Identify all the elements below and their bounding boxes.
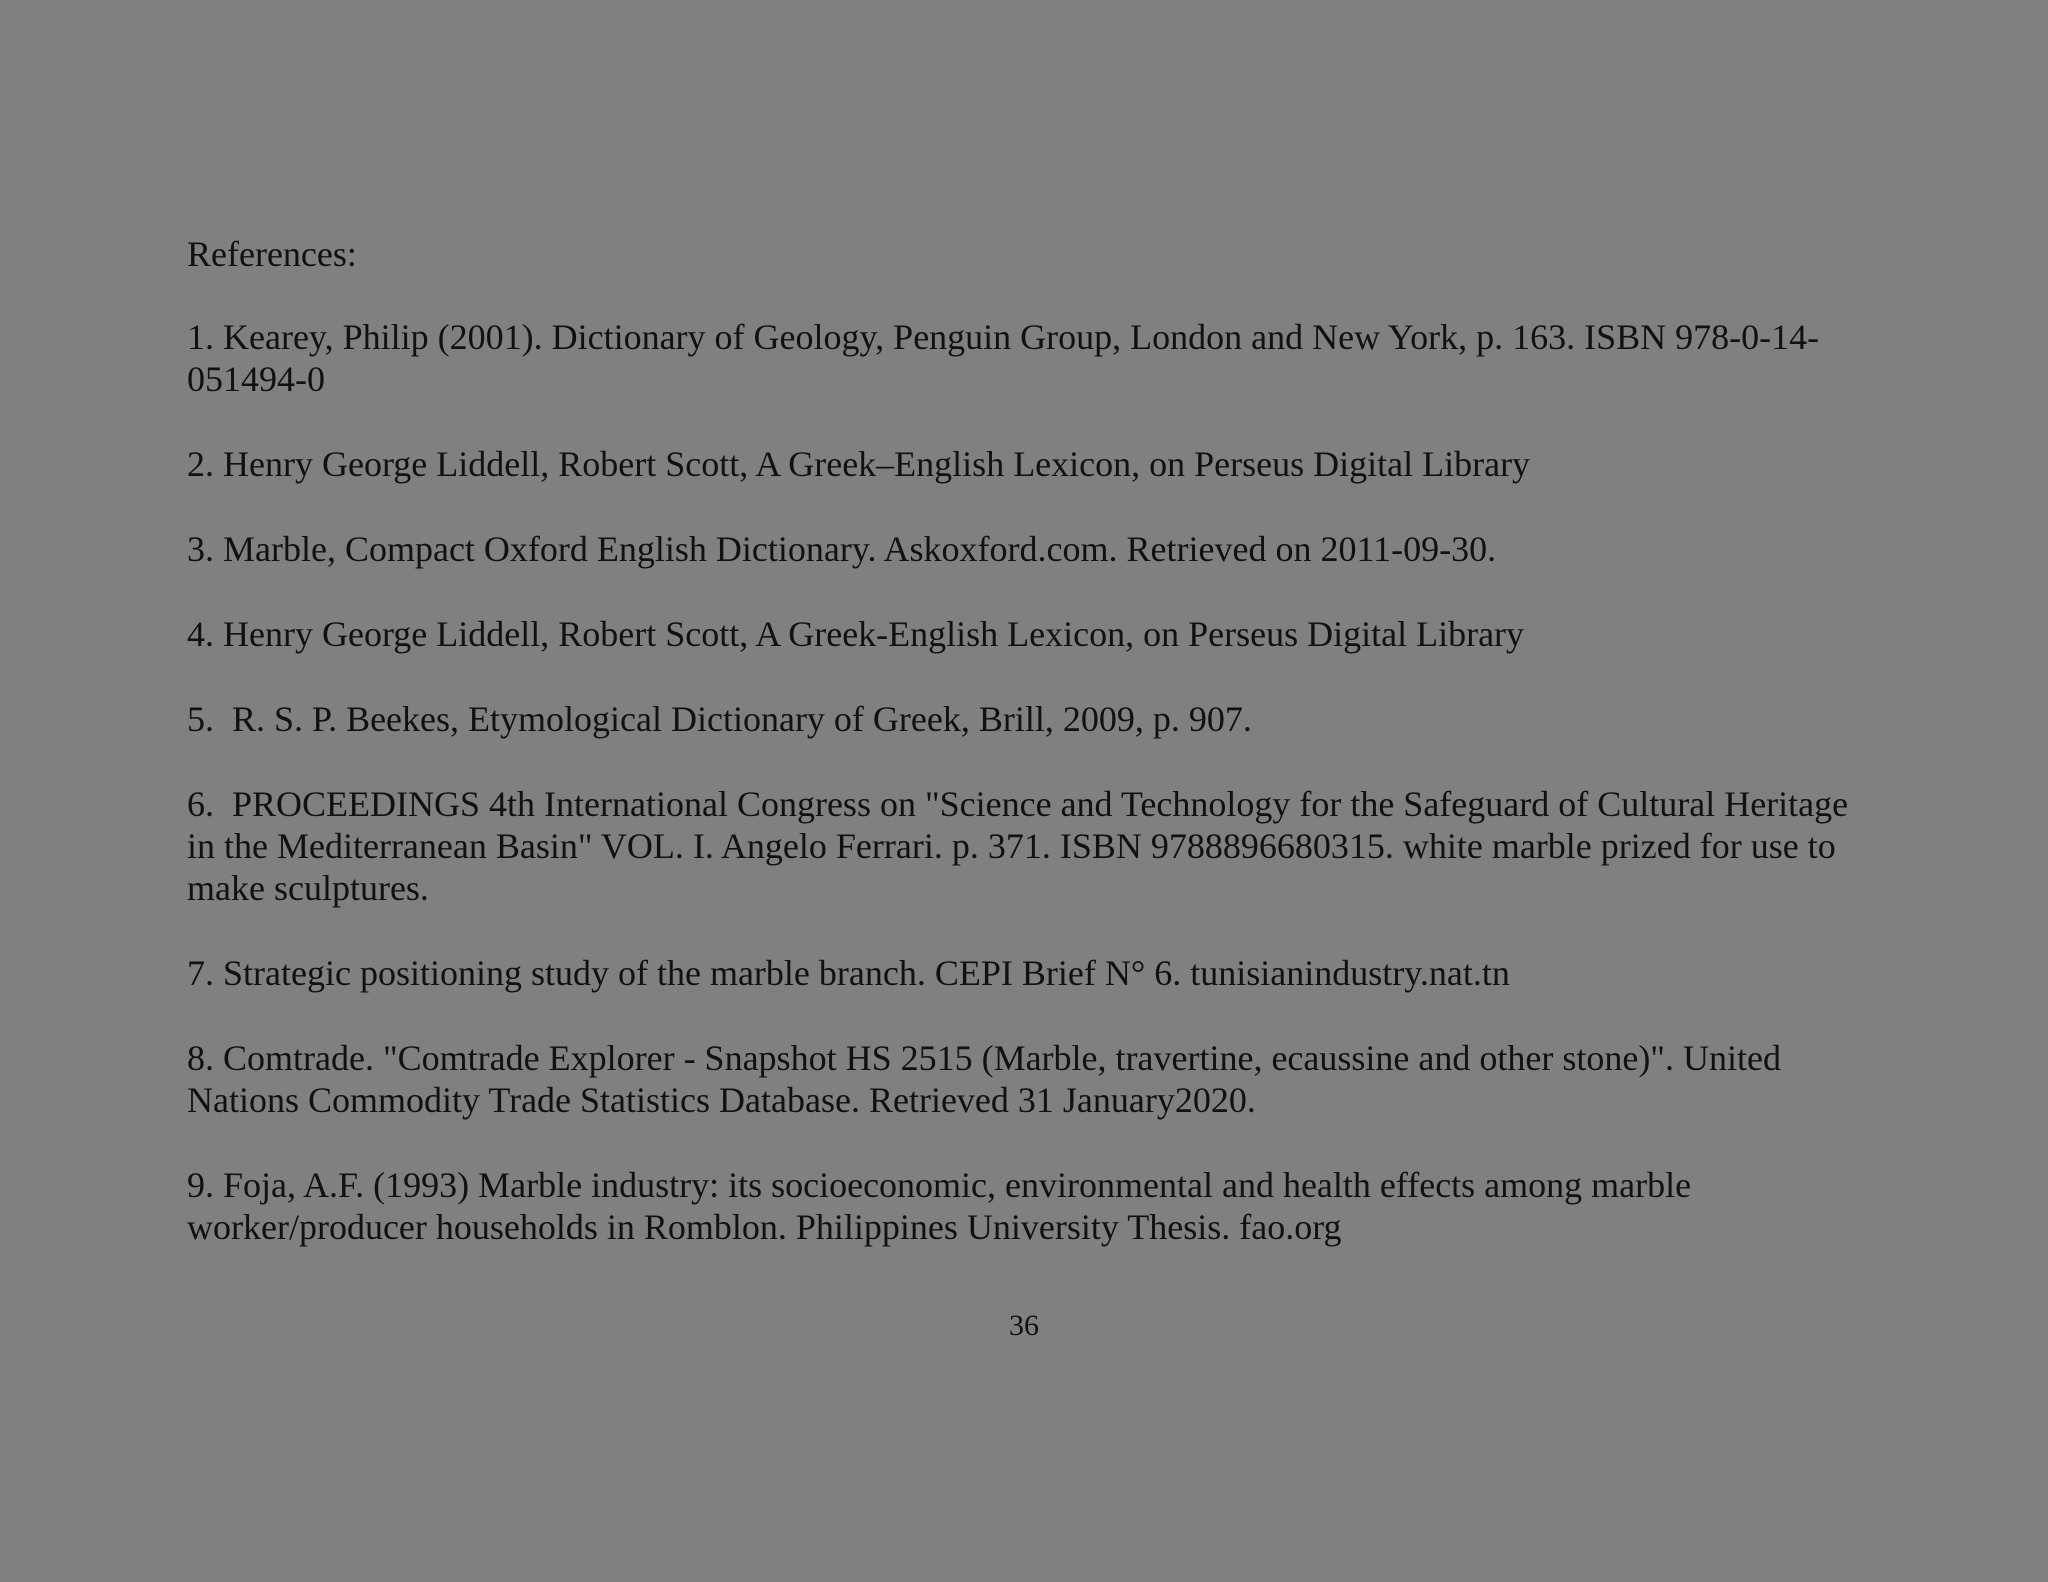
page-number: 36 — [1009, 1309, 1039, 1342]
references-section — [187, 232, 1867, 1291]
reference-item-5: 5. R. S. P. Beekes, Etymological Dictionary of Greek, Brill, 2009, p. 907. — [187, 699, 1252, 739]
reference-item-2: 2. Henry George Liddell, Robert Scott, A Greek–English Lexicon, on Perseus Digital Library — [187, 444, 1531, 484]
reference-item-6: 6. PROCEEDINGS 4th International Congress on "Science and Technology for the Safeguard of Cultural Heritage in the Mediterranean Basin" VOL. I. Angelo Ferrari. p. 371. ISBN 9788896680315. white marble prized for use to make sculptures. — [187, 784, 1858, 908]
references-heading: References: — [187, 234, 357, 274]
reference-item-4: 4. Henry George Liddell, Robert Scott, A Greek-English Lexicon, on Perseus Digital Library — [187, 614, 1525, 654]
references-list — [187, 316, 1867, 1248]
reference-item-8: 8. Comtrade. "Comtrade Explorer - Snapshot HS 2515 (Marble, travertine, ecaussine and other stone)". United Nations Commodity Trade Statistics Database. Retrieved 31 January2020. — [187, 1038, 1790, 1120]
reference-item-7: 7. Strategic positioning study of the marble branch. CEPI Brief N° 6. tunisianindustry.nat.tn — [187, 953, 1510, 993]
reference-item-9: 9. Foja, A.F. (1993) Marble industry: its socioeconomic, environmental and health effects among marble worker/producer households in Romblon. Philippines University Thesis. fao.org — [187, 1165, 1701, 1247]
reference-item-3: 3. Marble, Compact Oxford English Dictionary. Askoxford.com. Retrieved on 2011-09-30. — [187, 529, 1497, 569]
reference-item-1: 1. Kearey, Philip (2001). Dictionary of Geology, Penguin Group, London and New York, p. 163. ISBN 978-0-14-051494-0 — [187, 317, 1820, 399]
